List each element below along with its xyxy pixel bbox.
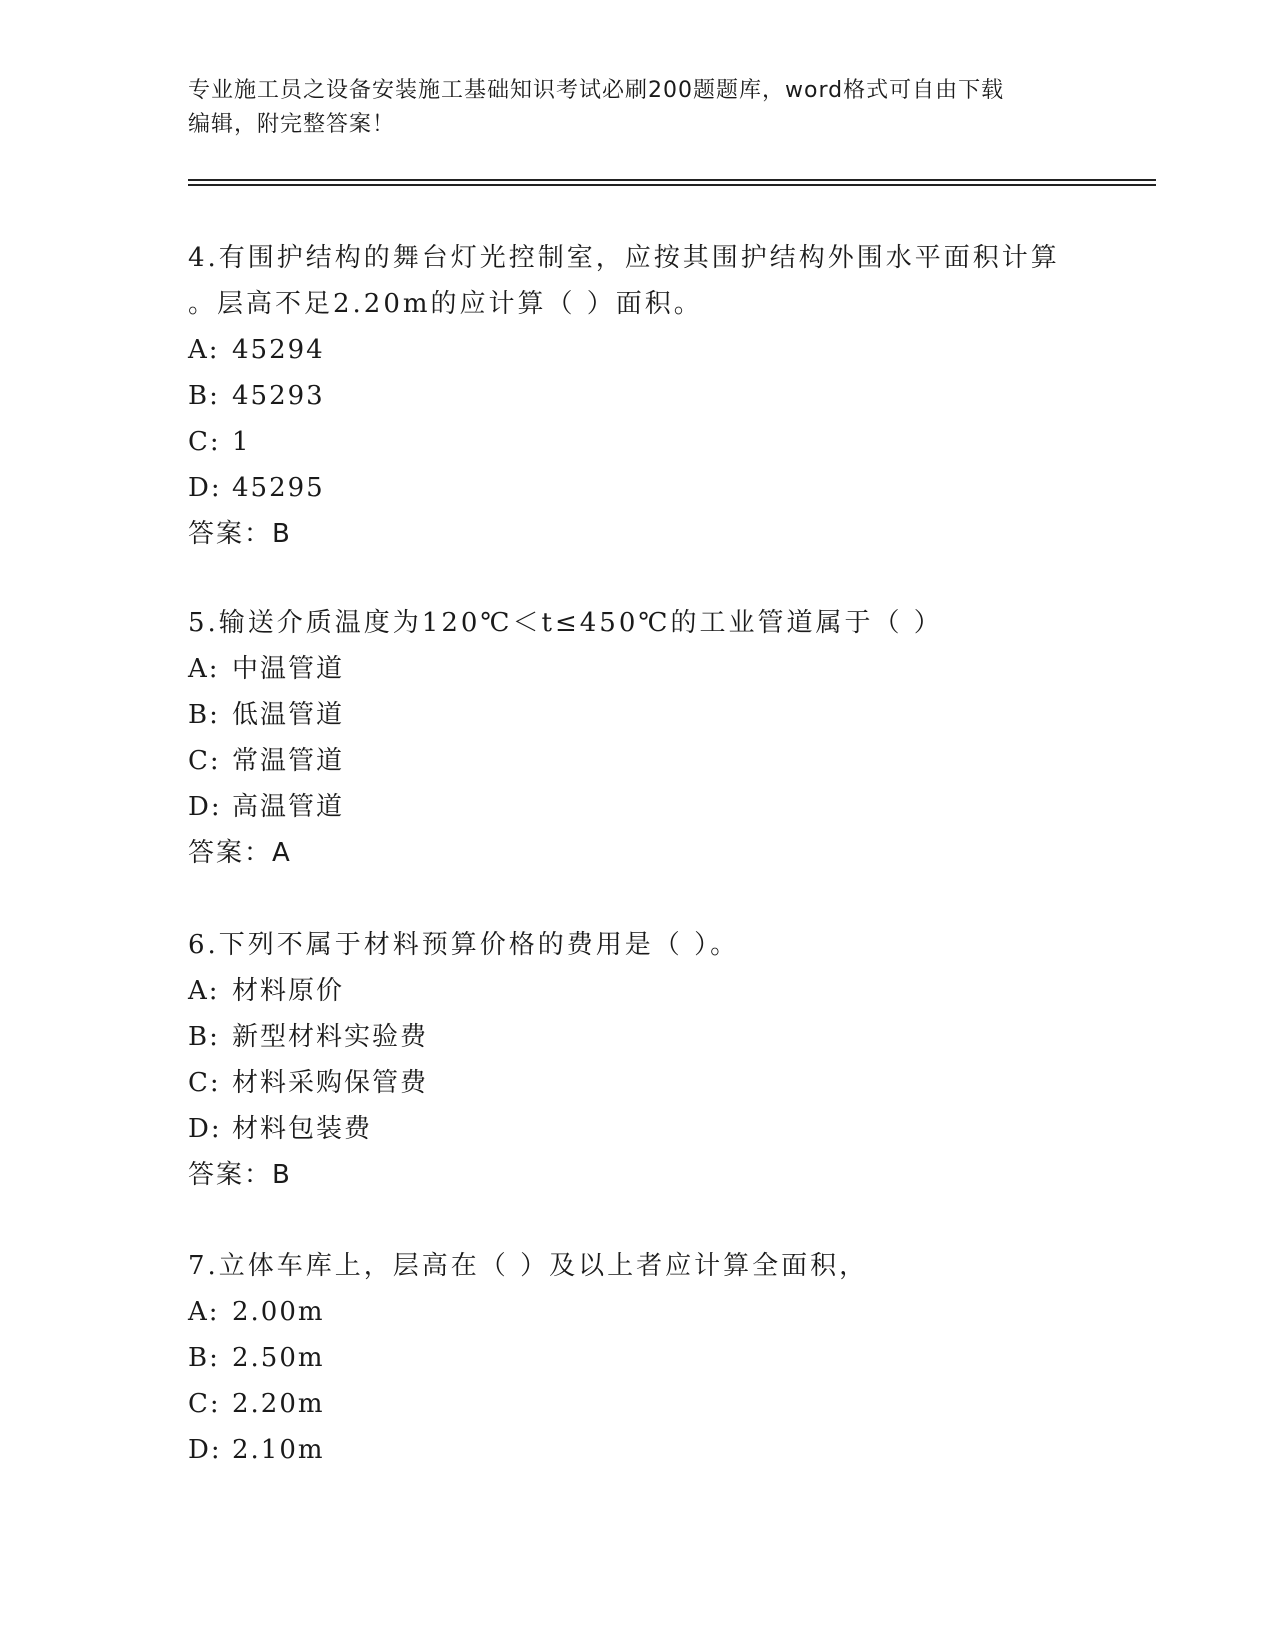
option-text: 材料原价 — [232, 976, 345, 1006]
option-d — [188, 465, 1088, 511]
option-text: 材料包装费 — [232, 1114, 373, 1144]
option-text: 高温管道 — [232, 792, 345, 822]
header-title-line-2: 编辑，附完整答案！ — [188, 112, 396, 137]
answer-line: 答案：B — [188, 1160, 292, 1190]
option-a — [188, 646, 1088, 692]
answer-line: 答案：B — [188, 519, 292, 549]
option-d — [188, 1427, 1088, 1473]
option-text: 材料采购保管费 — [232, 1068, 429, 1098]
option-letter: A: — [188, 976, 220, 1006]
option-text: 新型材料实验费 — [232, 1022, 429, 1052]
option-b — [188, 1335, 1088, 1381]
header-divider-bottom — [188, 184, 1156, 186]
question-6 — [188, 922, 1088, 1198]
option-letter: B: — [188, 381, 220, 411]
option-d — [188, 1106, 1088, 1152]
option-text: 45295 — [232, 473, 325, 503]
question-stem-line-1: 6.下列不属于材料预算价格的费用是（ ）。 — [188, 930, 740, 960]
option-text: 常温管道 — [232, 746, 345, 776]
option-letter: D: — [188, 473, 222, 503]
option-text: 中温管道 — [232, 654, 345, 684]
option-a — [188, 968, 1088, 1014]
option-c — [188, 1381, 1088, 1427]
option-letter: A: — [188, 654, 220, 684]
option-text: 2.20m — [232, 1389, 325, 1419]
option-text: 2.10m — [232, 1435, 325, 1465]
option-text: 2.50m — [232, 1343, 325, 1373]
option-letter: C: — [188, 427, 221, 457]
header-title-line-1: 专业施工员之设备安装施工基础知识考试必刷200题题库，word格式可自由下载 — [188, 78, 1005, 103]
document-header — [188, 74, 1088, 142]
question-5 — [188, 600, 1088, 876]
option-letter: D: — [188, 1114, 222, 1144]
option-b — [188, 1014, 1088, 1060]
header-divider-top — [188, 179, 1156, 181]
option-letter: B: — [188, 1022, 220, 1052]
option-letter: B: — [188, 700, 220, 730]
option-a — [188, 327, 1088, 373]
option-d — [188, 784, 1088, 830]
option-b — [188, 692, 1088, 738]
option-a — [188, 1289, 1088, 1335]
option-text: 1 — [232, 427, 251, 457]
option-b — [188, 373, 1088, 419]
option-c — [188, 738, 1088, 784]
option-text: 45294 — [232, 335, 325, 365]
option-letter: A: — [188, 1297, 220, 1327]
option-letter: C: — [188, 746, 221, 776]
option-letter: B: — [188, 1343, 220, 1373]
option-letter: C: — [188, 1389, 221, 1419]
option-letter: A: — [188, 335, 220, 365]
question-stem-line-2: 。层高不足2.20m的应计算（ ）面积。 — [188, 289, 703, 319]
question-4 — [188, 235, 1088, 557]
option-c — [188, 419, 1088, 465]
option-text: 低温管道 — [232, 700, 345, 730]
question-stem-line-1: 7.立体车库上，层高在（ ）及以上者应计算全面积， — [188, 1251, 869, 1281]
question-stem-line-1: 5.输送介质温度为120℃＜t≤450℃的工业管道属于（ ） — [188, 608, 943, 638]
option-c — [188, 1060, 1088, 1106]
option-text: 2.00m — [232, 1297, 325, 1327]
answer-line: 答案：A — [188, 838, 292, 868]
question-stem-line-1: 4.有围护结构的舞台灯光控制室，应按其围护结构外围水平面积计算 — [188, 243, 1060, 273]
question-7 — [188, 1243, 1088, 1473]
option-letter: C: — [188, 1068, 221, 1098]
option-letter: D: — [188, 1435, 222, 1465]
option-letter: D: — [188, 792, 222, 822]
option-text: 45293 — [232, 381, 325, 411]
